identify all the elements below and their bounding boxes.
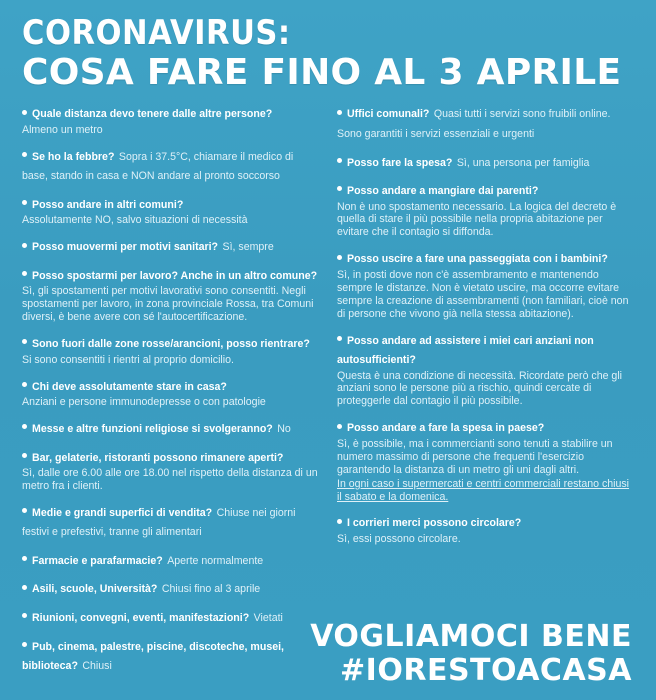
answer-text: Assolutamente NO, salvo situazioni di necessità — [22, 214, 248, 227]
question-text: Quale distanza devo tenere dalle altre persone? — [32, 108, 273, 121]
qa-item — [337, 512, 634, 545]
bullet-icon — [22, 243, 27, 248]
qa-item — [337, 103, 634, 142]
bullet-icon — [22, 382, 27, 387]
qa-item — [337, 180, 634, 239]
title-block — [22, 13, 634, 93]
qa-item — [337, 152, 634, 172]
answer-text: Sì, una persona per famiglia — [456, 156, 590, 169]
qa-item — [22, 194, 319, 227]
qa-item — [22, 607, 319, 627]
question-text: Posso andare in altri comuni? — [32, 198, 184, 211]
question-text: Se ho la febbre? — [32, 150, 115, 163]
answer-text: Sì, gli spostamenti per motivi lavorativi sono consentiti. Negli spostamenti per lavoro, in zona provinciale Rossa, tra Comuni diversi, è bene avere con sé l'autocertificazione. — [22, 285, 314, 324]
footer-line1: VOGLIAMOCI BENE — [310, 619, 632, 654]
question-text: Posso andare ad assistere i miei cari anziani non autosufficienti? — [337, 334, 594, 367]
footer-hashtag: #IORESTOACASA — [340, 652, 632, 688]
bullet-icon — [22, 556, 27, 561]
question-text: Uffici comunali? — [347, 108, 430, 121]
answer-text: Sì, in posti dove non c'è assembramento e mantenendo sempre le distanze. Non è vietato uscire, ma occorre evitare sempre la creazione di assembramenti (non familiari, cioè non di persone che vivono già nella stessa abitazione). — [337, 268, 629, 320]
answer-text-underlined: In ogni caso i supermercati e centri commerciali restano chiusi il sabato e la domenica. — [337, 477, 630, 503]
qa-item — [22, 376, 319, 409]
answer-text: Non è uno spostamento necessario. La logica del decreto è quella di stare il più possibile nella propria abitazione per evitare che il contagio si diffonda. — [337, 200, 617, 239]
question-text: Messe e altre funzioni religiose si svolgeranno? — [32, 423, 273, 436]
bullet-icon — [22, 642, 27, 647]
bullet-icon — [22, 200, 27, 205]
bullet-icon — [22, 152, 27, 157]
qa-item — [22, 103, 319, 136]
answer-text: Aperte normalmente — [167, 554, 264, 567]
question-text: Posso fare la spesa? — [347, 156, 453, 169]
question-text: Posso muovermi per motivi sanitari? — [32, 241, 219, 254]
answer-text: Almeno un metro — [22, 124, 103, 136]
answer-text: Sì, dalle ore 6.00 alle ore 18.00 nel rispetto della distanza di un metro fra i clienti. — [22, 467, 318, 493]
question-text: Posso andare a fare la spesa in paese? — [347, 422, 545, 435]
question-text: Farmacie e parafarmacie? — [32, 554, 163, 567]
content-columns — [22, 103, 634, 683]
question-text: Pub, cinema, palestre, piscine, discoteche, musei, biblioteca? — [22, 640, 284, 673]
answer-text: Sopra i 37.5°C, chiamare il medico di base, stando in casa e NON andare al pronto soccorso — [22, 150, 294, 183]
qa-item — [22, 418, 319, 438]
qa-item — [22, 146, 319, 185]
qa-item — [337, 248, 634, 320]
answer-text: Chiusi — [82, 660, 112, 673]
qa-item — [22, 636, 319, 675]
bullet-icon — [22, 453, 27, 458]
answer-text: Questa è una condizione di necessità. Ricordate però che gli anziani sono le persone più a rischio, quindi cercate di proteggerle dal contagio il più possibile. — [337, 369, 623, 408]
qa-item — [337, 417, 634, 503]
qa-item — [22, 265, 319, 324]
bullet-icon — [337, 336, 342, 341]
answer-text: Si sono consentiti i rientri al proprio domicilio. — [22, 353, 234, 366]
page-title-line2: COSA FARE FINO AL 3 APRILE — [22, 51, 622, 93]
qa-item — [22, 502, 319, 541]
left-column — [22, 103, 319, 683]
bullet-icon — [22, 271, 27, 276]
qa-item — [22, 236, 319, 256]
question-text: Medie e grandi superfici di vendita? — [32, 506, 213, 519]
answer-text: No — [277, 423, 291, 436]
qa-item — [337, 330, 634, 409]
bullet-icon — [337, 186, 342, 191]
question-text: I corrieri merci possono circolare? — [347, 517, 522, 530]
question-text: Chi deve assolutamente stare in casa? — [32, 380, 227, 393]
question-text: Asili, scuole, Università? — [32, 583, 158, 596]
answer-text: Chiusi fino al 3 aprile — [161, 583, 261, 596]
answer-text: Anziani e persone immunodepresse o con patologie — [22, 396, 266, 409]
question-text: Sono fuori dalle zone rosse/arancioni, posso rientrare? — [32, 338, 310, 351]
answer-text: Quasi tutti i servizi sono fruibili online. Sono garantiti i servizi essenziali e urgenti — [337, 108, 611, 140]
bullet-icon — [337, 158, 342, 163]
question-text: Bar, gelaterie, ristoranti possono rimanere aperti? — [32, 451, 284, 464]
bullet-icon — [337, 110, 342, 115]
question-text: Posso spostarmi per lavoro? Anche in un altro comune? — [32, 269, 318, 282]
question-text: Riunioni, convegni, eventi, manifestazioni? — [32, 612, 250, 624]
bullet-icon — [337, 424, 342, 429]
qa-item — [22, 333, 319, 366]
bullet-icon — [22, 585, 27, 590]
bullet-icon — [337, 519, 342, 524]
bullet-icon — [22, 339, 27, 344]
bullet-icon — [337, 255, 342, 260]
answer-text: Sì, sempre — [222, 241, 274, 254]
qa-item — [22, 550, 319, 570]
answer-text: Chiuse nei giorni festivi e prefestivi, tranne gli alimentari — [22, 506, 296, 539]
answer-text: Sì, essi possono circolare. — [337, 532, 461, 545]
bullet-icon — [22, 110, 27, 115]
answer-text: Vietati — [253, 612, 283, 624]
right-column — [337, 103, 634, 683]
bullet-icon — [22, 424, 27, 429]
question-text: Posso andare a mangiare dai parenti? — [347, 185, 539, 198]
footer-slogan — [310, 621, 632, 686]
bullet-icon — [22, 613, 27, 618]
question-text: Posso uscire a fare una passeggiata con i bambini? — [347, 253, 608, 266]
page-title-line1: CORONAVIRUS: — [22, 13, 291, 53]
answer-text: Sì, è possibile, ma i commercianti sono tenuti a stabilire un numero massimo di persone che frequenti l'esercizio garantendo la distanza di un metro gli uni dagli altri. — [337, 437, 613, 476]
bullet-icon — [22, 508, 27, 513]
qa-item — [22, 447, 319, 493]
qa-item — [22, 578, 319, 598]
